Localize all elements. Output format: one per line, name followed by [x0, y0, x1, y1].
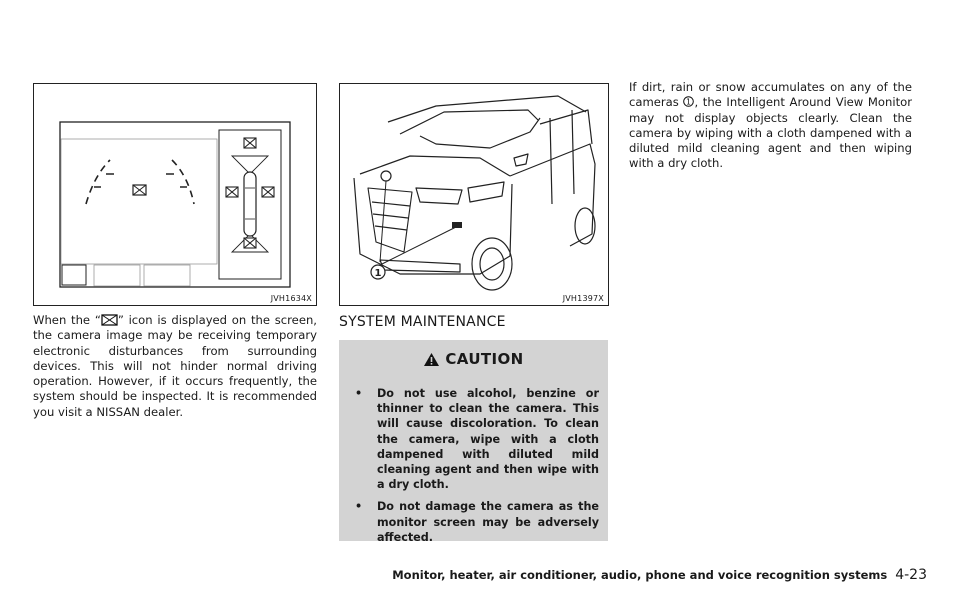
disturbance-paragraph	[33, 313, 317, 420]
svg-text:1: 1	[686, 97, 692, 107]
bullet: •	[355, 387, 363, 400]
paragraph-text-end: ” icon is displayed on the screen, the camera image may be receiving temporary electronic disturbances from surrounding devices. This will not hinder normal driving operation. However, if it occurs frequently, the system should be inspected. It is recommended you visit a NISSAN dealer.	[33, 313, 317, 419]
warning-triangle-icon	[423, 352, 440, 367]
chapter-title: Monitor, heater, air conditioner, audio, phone and voice recognition systems	[392, 568, 888, 582]
caution-item	[339, 499, 599, 545]
caution-list	[339, 386, 608, 545]
figure-code: JVH1634X	[270, 294, 312, 303]
vehicle-illustration	[340, 84, 608, 305]
circled-1-icon	[683, 96, 694, 107]
caution-item-text: Do not damage the camera as the monitor screen may be adversely affected.	[377, 500, 599, 544]
figure-code: JVH1397X	[562, 294, 604, 303]
caution-header	[339, 350, 608, 370]
callout-1-label: 1	[374, 268, 382, 279]
vehicle-camera-figure	[339, 83, 609, 306]
bullet: •	[355, 500, 363, 514]
monitor-screen-illustration	[34, 84, 316, 305]
paragraph-text-start: When the “	[33, 313, 101, 327]
paragraph-text-end: , the Intelligent Around View Monitor may not display objects clearly. Clean the camera by wiping with a cloth dampened with a diluted mild cleaning agent and then wiping with a dry cloth.	[629, 95, 912, 171]
cleaning-paragraph	[629, 80, 912, 172]
caution-item-text: Do not use alcohol, benzine or thinner to clean the camera. This will cause discoloration. To clean the camera, wipe with a cloth dampened with diluted mild cleaning agent and then wipe with a dry cloth.	[377, 387, 599, 492]
camera-disturbance-icon	[133, 185, 146, 195]
page-number: 4-23	[895, 567, 927, 583]
monitor-screen-figure	[33, 83, 317, 306]
caution-title: CAUTION	[445, 350, 524, 368]
caution-item	[339, 386, 599, 492]
caution-box	[339, 340, 608, 544]
paragraph-text-start: If dirt, rain or snow accumulates on any of the cameras	[629, 80, 912, 110]
section-heading: SYSTEM MAINTENANCE	[339, 314, 506, 330]
page-footer	[392, 567, 927, 583]
camera-disturbance-icon	[101, 314, 118, 326]
